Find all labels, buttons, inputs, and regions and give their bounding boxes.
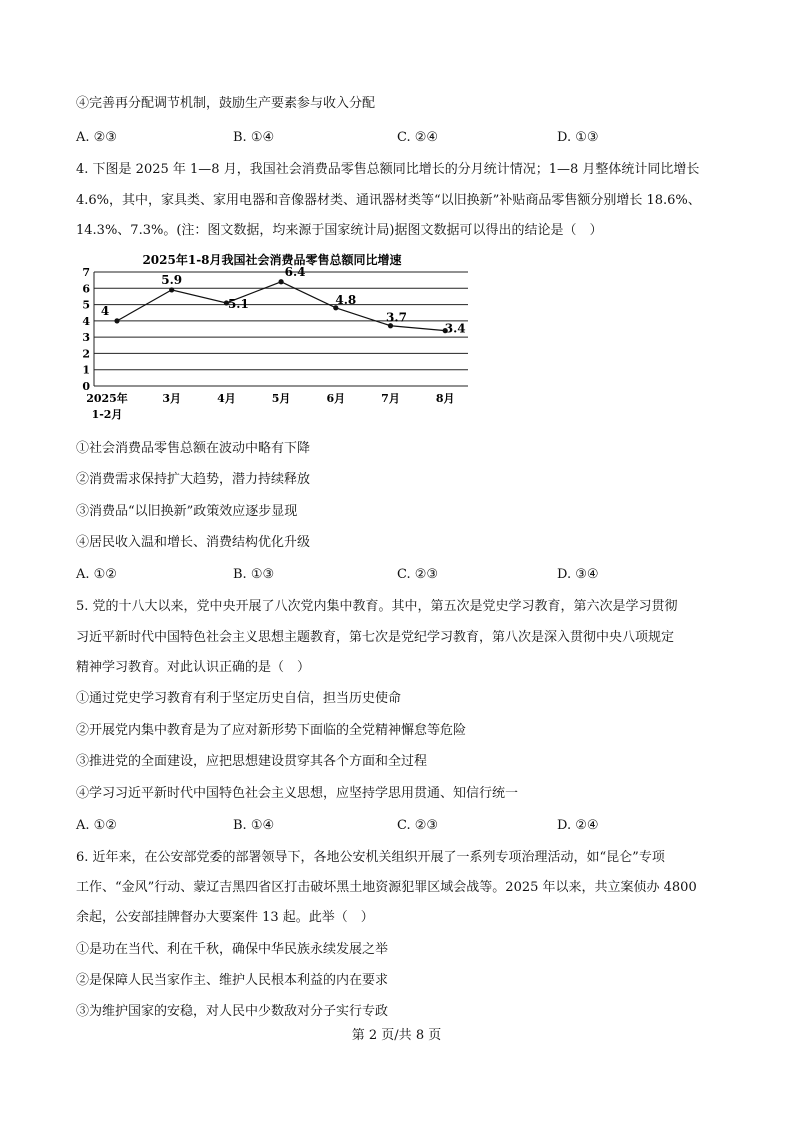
x-tick-label: 2025年 bbox=[86, 392, 128, 405]
y-tick-label: 4 bbox=[82, 314, 90, 328]
data-point bbox=[279, 279, 284, 284]
q5-option-c: C. ②③ bbox=[397, 818, 439, 833]
y-tick-label: 5 bbox=[82, 298, 90, 312]
q6-item-3: ③为维护国家的安稳，对人民中少数敌对分子实行专政 bbox=[76, 1004, 389, 1019]
data-point bbox=[169, 287, 174, 292]
y-tick-label: 1 bbox=[82, 363, 90, 377]
x-tick-label: 3月 bbox=[162, 392, 182, 405]
q5-option-a: A. ①② bbox=[76, 818, 117, 833]
q6-item-1: ①是功在当代、利在千秋，确保中华民族永续发展之举 bbox=[76, 942, 389, 957]
data-point bbox=[114, 318, 119, 323]
q5-option-b: B. ①④ bbox=[233, 818, 275, 833]
q4-line-chart bbox=[76, 250, 476, 425]
q4-option-d: D. ③④ bbox=[557, 567, 599, 582]
q3-option-a: A. ②③ bbox=[76, 130, 117, 145]
q5-stem-line-2: 习近平新时代中国特色社会主义思想主题教育，第七次是党纪学习教育，第八次是深入贯彻中央八项规定 bbox=[76, 630, 675, 645]
q5-stem-line-3: 精神学习教育。对此认识正确的是（ ） bbox=[76, 660, 311, 675]
chart-grid bbox=[94, 272, 468, 386]
data-label: 3.4 bbox=[444, 321, 466, 336]
q3-option-c: C. ②④ bbox=[397, 130, 439, 145]
chart-svg bbox=[76, 250, 476, 425]
page-footer: 第 2 页/共 8 页 bbox=[351, 1028, 442, 1043]
chart-y-ticks bbox=[82, 266, 90, 393]
chart-title: 2025年1-8月我国社会消费品零售总额同比增速 bbox=[142, 253, 402, 267]
q4-stem-line-1: 4. 下图是 2025 年 1—8 月，我国社会消费品零售总额同比增长的分月统计情况；1—8 月整体统计同比增长 bbox=[76, 162, 700, 177]
x-tick-label: 6月 bbox=[326, 392, 346, 405]
q4-stem-line-2: 4.6%，其中，家具类、家用电器和音像器材类、通讯器材类等“以旧换新”补贴商品零售额分别增长 18.6%、 bbox=[76, 193, 701, 208]
data-label: 3.7 bbox=[386, 310, 407, 325]
chart-x-ticks bbox=[86, 391, 454, 421]
q3-option-b: B. ①④ bbox=[233, 130, 275, 145]
q5-item-1: ①通过党史学习教育有利于坚定历史自信，担当历史使命 bbox=[76, 691, 402, 706]
q4-item-4: ④居民收入温和增长、消费结构优化升级 bbox=[76, 535, 311, 550]
q5-item-2: ②开展党内集中教育是为了应对新形势下面临的全党精神懈怠等危险 bbox=[76, 723, 467, 738]
x-tick-label: 1-2月 bbox=[91, 408, 123, 421]
data-label: 5.1 bbox=[227, 296, 249, 311]
chart-points bbox=[114, 279, 447, 333]
q5-item-3: ③推进党的全面建设，应把思想建设贯穿其各个方面和全过程 bbox=[76, 754, 428, 769]
data-label: 6.4 bbox=[284, 264, 306, 279]
y-tick-label: 3 bbox=[82, 331, 90, 345]
q5-stem-line-1: 5. 党的十八大以来，党中央开展了八次党内集中教育。其中，第五次是党史学习教育，第六次是学习贯彻 bbox=[76, 599, 678, 614]
data-label: 4.8 bbox=[335, 292, 357, 307]
y-tick-label: 2 bbox=[82, 347, 90, 361]
q4-stem-line-3: 14.3%、7.3%。(注：图文数据，均来源于国家统计局)据图文数据可以得出的结论是（ ） bbox=[76, 223, 603, 238]
q6-item-2: ②是保障人民当家作主、维护人民根本利益的内在要求 bbox=[76, 973, 389, 988]
q6-stem-line-1: 6. 近年来，在公安部党委的部署领导下，各地公安机关组织开展了一系列专项治理活动，如“昆仑”专项 bbox=[76, 850, 665, 865]
x-tick-label: 5月 bbox=[271, 392, 291, 405]
x-tick-label: 4月 bbox=[217, 392, 236, 405]
q3-item-4: ④完善再分配调节机制，鼓励生产要素参与收入分配 bbox=[76, 96, 376, 111]
y-tick-label: 0 bbox=[82, 380, 90, 393]
y-tick-label: 7 bbox=[82, 266, 90, 279]
q4-item-1: ①社会消费品零售总额在波动中略有下降 bbox=[76, 441, 311, 456]
q4-option-a: A. ①② bbox=[76, 567, 117, 582]
data-label: 5.9 bbox=[161, 272, 183, 287]
q6-stem-line-2: 工作、“金风”行动、蒙辽吉黑四省区打击破坏黑土地资源犯罪区域会战等。2025 年以来，共立案侦办 4800 bbox=[76, 880, 697, 895]
q5-option-d: D. ②④ bbox=[557, 818, 599, 833]
q3-option-d: D. ①③ bbox=[557, 130, 599, 145]
q6-stem-line-3: 余起，公安部挂牌督办大要案件 13 起。此举（ ） bbox=[76, 910, 374, 925]
q5-item-4: ④学习习近平新时代中国特色社会主义思想，应坚持学思用贯通、知信行统一 bbox=[76, 786, 519, 801]
q4-item-3: ③消费品“以旧换新”政策效应逐步显现 bbox=[76, 504, 298, 519]
x-tick-label: 8月 bbox=[435, 392, 455, 405]
q4-option-c: C. ②③ bbox=[397, 567, 439, 582]
q4-option-b: B. ①③ bbox=[233, 567, 275, 582]
chart-data-labels bbox=[101, 265, 466, 336]
y-tick-label: 6 bbox=[82, 282, 90, 296]
data-label: 4 bbox=[100, 303, 110, 318]
q4-item-2: ②消费需求保持扩大趋势，潜力持续释放 bbox=[76, 472, 311, 487]
x-tick-label: 7月 bbox=[381, 392, 400, 405]
